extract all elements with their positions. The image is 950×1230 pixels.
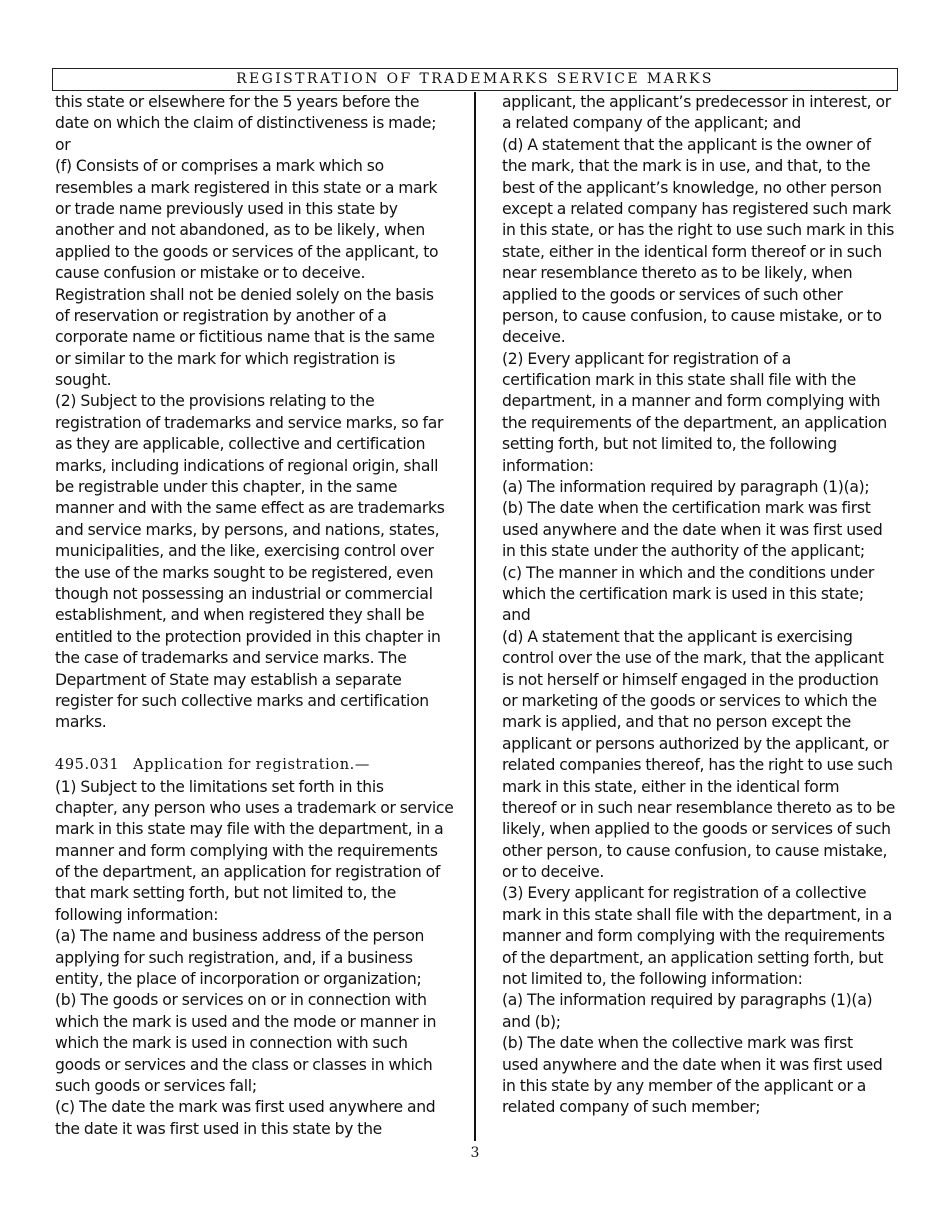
running-header-title: REGISTRATION OF TRADEMARKS SERVICE MARKS <box>236 71 714 87</box>
text-line: applied to the goods or services of the applicant, to <box>55 242 439 261</box>
text-line: and (b); <box>502 1012 561 1031</box>
text-line: (f) Consists of or comprises a mark which so <box>55 157 384 176</box>
text-line: applied to the goods or services of such other <box>502 285 843 304</box>
text-line: applicant, the applicant’s predecessor in interest, or <box>502 93 891 111</box>
text-line: (b) The goods or services on or in connection with <box>55 991 427 1010</box>
text-line: marks. <box>55 713 107 732</box>
text-line: of the department, an application setting forth, but <box>502 948 884 967</box>
text-line: such goods or services fall; <box>55 1076 257 1095</box>
paragraph-gap <box>55 734 455 755</box>
text-line: in this state, or has the right to use such mark in this <box>502 221 895 240</box>
text-line: though not possessing an industrial or commercial <box>55 584 433 603</box>
text-line: the requirements of the department, an application <box>502 413 887 432</box>
text-line: which the mark is used and the mode or manner in <box>55 1012 437 1031</box>
text-line: used anywhere and the date when it was first used <box>502 1055 883 1074</box>
text-line: (b) The date when the certification mark was first <box>502 499 871 518</box>
text-line: or <box>55 135 71 154</box>
text-line: as they are applicable, collective and certification <box>55 435 426 454</box>
text-line: register for such collective marks and certification <box>55 691 429 710</box>
text-line: sought. <box>55 371 112 390</box>
section-number: 495.031 <box>55 757 120 774</box>
text-line: the case of trademarks and service marks. The <box>55 649 407 668</box>
text-line: manner and form complying with the requirements <box>502 927 885 946</box>
text-line: the date it was first used in this state by the <box>55 1119 382 1138</box>
text-line: entity, the place of incorporation or organization; <box>55 970 422 989</box>
text-line: (2) Every applicant for registration of a <box>502 349 791 368</box>
text-line: establishment, and when registered they shall be <box>55 606 425 625</box>
text-line: deceive. <box>502 328 566 347</box>
text-line: of the department, an application for registration of <box>55 863 441 882</box>
page-number: 3 <box>470 1145 480 1161</box>
text-line: or marketing of the goods or services to which the <box>502 691 877 710</box>
text-line: and service marks, by persons, and nations, states, <box>55 520 440 539</box>
text-line: that mark setting forth, but not limited to, the <box>55 884 396 903</box>
text-line: Department of State may establish a separate <box>55 670 402 689</box>
text-line: mark in this state, either in the identical form <box>502 777 840 796</box>
text-line: be registrable under this chapter, in the same <box>55 478 398 497</box>
text-line: applicant or persons authorized by the applicant, or <box>502 734 889 753</box>
column-divider <box>474 92 476 1141</box>
text-line: information: <box>502 456 594 475</box>
text-line: (a) The name and business address of the person <box>55 927 425 946</box>
text-line: and <box>502 606 531 625</box>
section-heading <box>55 755 455 776</box>
text-line: mark in this state shall file with the department, in a <box>502 905 893 924</box>
right-column <box>502 92 898 1119</box>
text-line: related company of such member; <box>502 1098 761 1117</box>
text-line: Registration shall not be denied solely on the basis <box>55 285 434 304</box>
text-line: certification mark in this state shall file with the <box>502 371 856 390</box>
text-line: date on which the claim of distinctiveness is made; <box>55 114 437 133</box>
text-line: control over the use of the mark, that the applicant <box>502 649 884 668</box>
text-line: applying for such registration, and, if a business <box>55 948 413 967</box>
text-line: of reservation or registration by another of a <box>55 306 387 325</box>
text-line: manner and with the same effect as are trademarks <box>55 499 445 518</box>
section-title: Application for registration. <box>133 757 355 774</box>
text-line: (d) A statement that the applicant is exercising <box>502 627 853 646</box>
text-line: manner and form complying with the requirements <box>55 841 438 860</box>
text-line: which the mark is used in connection with such <box>55 1034 408 1053</box>
text-line: not limited to, the following information: <box>502 970 803 989</box>
text-line: corporate name or fictitious name that is the same <box>55 328 435 347</box>
text-line: a related company of the applicant; and <box>502 114 801 133</box>
text-line: (1) Subject to the limitations set forth in this <box>55 777 384 796</box>
text-line: (3) Every applicant for registration of a collective <box>502 884 867 903</box>
text-line: or trade name previously used in this state by <box>55 199 398 218</box>
text-line: or similar to the mark for which registration is <box>55 349 396 368</box>
text-line: (a) The information required by paragraphs (1)(a) <box>502 991 873 1010</box>
text-line: setting forth, but not limited to, the following <box>502 435 837 454</box>
left-column <box>55 92 455 1140</box>
text-line: in this state under the authority of the applicant; <box>502 542 865 561</box>
text-line: following information: <box>55 905 219 924</box>
text-line: used anywhere and the date when it was first used <box>502 520 883 539</box>
text-line: municipalities, and the like, exercising control over <box>55 542 434 561</box>
text-line: cause confusion or mistake or to deceive. <box>55 264 366 283</box>
text-line: the mark, that the mark is in use, and that, to the <box>502 157 871 176</box>
text-line: (a) The information required by paragraph (1)(a); <box>502 478 870 497</box>
text-line: or to deceive. <box>502 863 605 882</box>
text-line: near resemblance thereto as to be likely, when <box>502 264 853 283</box>
text-line: (b) The date when the collective mark was first <box>502 1034 853 1053</box>
text-line: thereof or in such near resemblance thereto as to be <box>502 798 896 817</box>
text-line: the use of the marks sought to be registered, even <box>55 563 434 582</box>
text-line: state, either in the identical form thereof or in such <box>502 242 882 261</box>
text-line: another and not abandoned, as to be likely, when <box>55 221 425 240</box>
text-line: (2) Subject to the provisions relating to the <box>55 392 375 411</box>
running-header <box>52 68 898 91</box>
text-line: goods or services and the class or classes in which <box>55 1055 433 1074</box>
text-line: chapter, any person who uses a trademark or service <box>55 798 454 817</box>
text-line: mark in this state may file with the department, in a <box>55 820 444 839</box>
text-line: in this state by any member of the applicant or a <box>502 1076 866 1095</box>
text-line: best of the applicant’s knowledge, no other person <box>502 178 882 197</box>
text-line: which the certification mark is used in this state; <box>502 584 864 603</box>
text-line: is not herself or himself engaged in the production <box>502 670 879 689</box>
text-line: except a related company has registered such mark <box>502 199 892 218</box>
text-line: department, in a manner and form complying with <box>502 392 881 411</box>
text-line: mark is applied, and that no person except the <box>502 713 851 732</box>
text-line: entitled to the protection provided in this chapter in <box>55 627 441 646</box>
text-line: other person, to cause confusion, to cause mistake, <box>502 841 888 860</box>
text-line: registration of trademarks and service marks, so far <box>55 413 444 432</box>
text-line: (d) A statement that the applicant is the owner of <box>502 135 871 154</box>
text-line: related companies thereof, has the right to use such <box>502 756 893 775</box>
section-dash: — <box>354 757 370 774</box>
text-line: person, to cause confusion, to cause mistake, or to <box>502 306 882 325</box>
text-line: this state or elsewhere for the 5 years before the <box>55 93 420 111</box>
text-line: likely, when applied to the goods or services of such <box>502 820 891 839</box>
text-line: (c) The manner in which and the conditions under <box>502 563 874 582</box>
text-line: (c) The date the mark was first used anywhere and <box>55 1098 436 1117</box>
text-line: marks, including indications of regional origin, shall <box>55 456 439 475</box>
text-line: resembles a mark registered in this state or a mark <box>55 178 438 197</box>
